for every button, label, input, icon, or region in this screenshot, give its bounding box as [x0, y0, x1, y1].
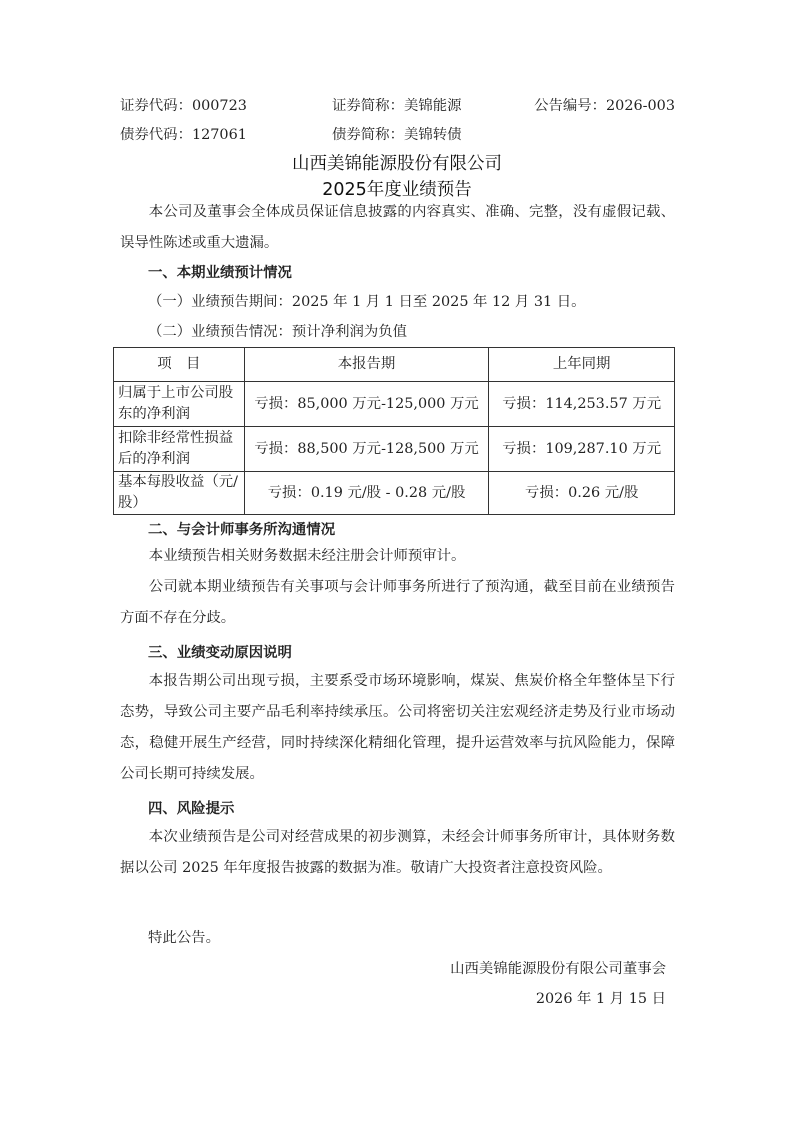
table-cell: 亏损：109,287.10 万元	[489, 427, 675, 472]
table-row	[114, 427, 675, 472]
table-row	[114, 472, 675, 515]
bond-code: 债券代码：127061	[120, 127, 247, 143]
forecast-period: （一）业绩预告期间：2025 年 1 月 1 日至 2025 年 12 月 31 日。	[148, 294, 586, 310]
table-cell: 亏损：0.19 元/股 - 0.28 元/股	[244, 472, 489, 515]
section3-heading: 三、业绩变动原因说明	[148, 645, 292, 661]
bond-name: 债券简称：美锦转债	[332, 127, 462, 143]
company-title: 山西美锦能源股份有限公司	[292, 154, 502, 174]
table-cell: 亏损：114,253.57 万元	[489, 382, 675, 427]
section3-paragraph: 本报告期公司出现亏损，主要系受市场环境影响，煤炭、焦炭价格全年整体呈下行态势，导致公司主要产品毛利率持续承压。公司将密切关注宏观经济走势及行业市场动态，稳健开展生产经营，同时持续深化精细化管理，提升运营效率与抗风险能力，保障公司长期可持续发展。	[120, 673, 675, 782]
date: 2026 年 1 月 15 日	[535, 991, 666, 1007]
section2-paragraph: 本业绩预告相关财务数据未经注册会计师预审计。	[148, 548, 466, 564]
table-cell: 归属于上市公司股东的净利润	[114, 382, 245, 427]
table-header-row	[114, 348, 675, 382]
table-header: 项 目	[114, 348, 245, 382]
table-header: 上年同期	[489, 348, 675, 382]
intro-paragraph: 本公司及董事会全体成员保证信息披露的内容真实、准确、完整，没有虚假记载、误导性陈述或重大遗漏。	[120, 204, 675, 251]
forecast-table	[113, 347, 675, 515]
section4-heading: 四、风险提示	[148, 801, 235, 817]
document-header	[120, 94, 675, 154]
signature: 山西美锦能源股份有限公司董事会	[450, 961, 666, 977]
notice-number: 公告编号：2026-003	[534, 98, 675, 114]
stock-code: 证券代码：000723	[120, 98, 247, 114]
document-title: 2025年度业绩预告	[322, 180, 472, 200]
table-row	[114, 382, 675, 427]
table-cell: 亏损：88,500 万元-128,500 万元	[244, 427, 489, 472]
section4-paragraph: 本次业绩预告是公司对经营成果的初步测算，未经会计师事务所审计，具体财务数据以公司 2025 年年度报告披露的数据为准。敬请广大投资者注意投资风险。	[120, 829, 675, 876]
section2-paragraph: 公司就本期业绩预告有关事项与会计师事务所进行了预沟通，截至目前在业绩预告方面不存在分歧。	[120, 579, 675, 626]
table-cell: 扣除非经常性损益后的净利润	[114, 427, 245, 472]
table-cell: 基本每股收益（元/股）	[114, 472, 245, 515]
table-cell: 亏损：85,000 万元-125,000 万元	[244, 382, 489, 427]
table-header: 本报告期	[244, 348, 489, 382]
closing-statement: 特此公告。	[148, 930, 220, 946]
section2-heading: 二、与会计师事务所沟通情况	[148, 522, 336, 538]
section1-heading: 一、本期业绩预计情况	[148, 265, 292, 281]
table-cell: 亏损：0.26 元/股	[489, 472, 675, 515]
stock-name: 证券简称：美锦能源	[332, 98, 462, 114]
forecast-status: （二）业绩预告情况：预计净利润为负值	[148, 324, 408, 340]
